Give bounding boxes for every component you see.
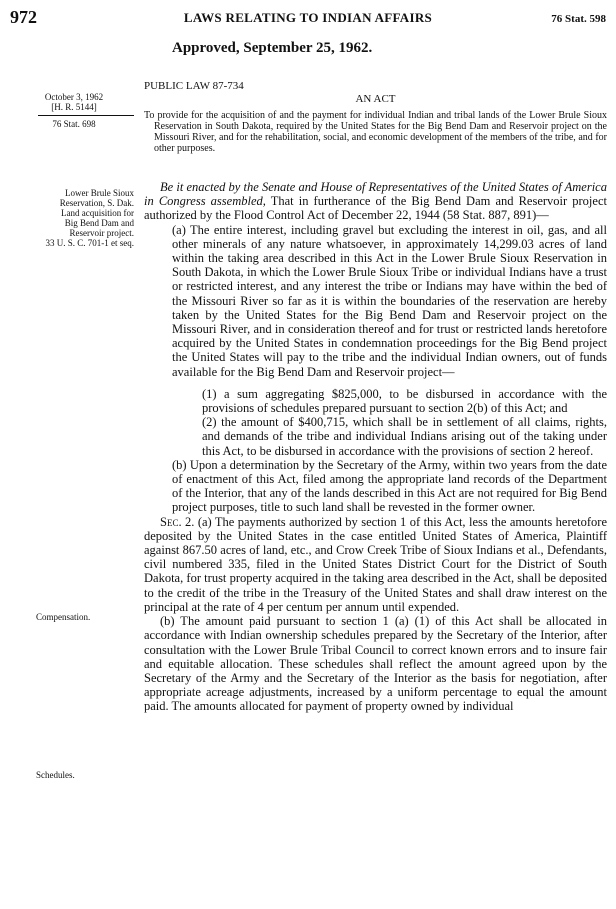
- margin-land-3: Reservoir project.: [69, 228, 134, 238]
- act-body: [144, 180, 607, 714]
- margin-usc: 33 U. S. C. 701-1 et seq.: [45, 238, 134, 248]
- margin-reservation-2: Reservation, S. Dak.: [59, 198, 134, 208]
- margin-stat: 76 Stat. 698: [52, 119, 96, 129]
- section2-para-b: (b) The amount paid pursuant to section 1 (a) (1) of this Act shall be allocated in accordance with Indian ownership schedules prepared by the Secretary of the Interior, after consultation with the Lower Brule Tribal Council to correct known errors and to insure fair and equitable allocation. These schedules shall reflect the amount agreed upon by the Secretary of the Army and the Secretary of the Interior as the basis for negotiation, after appropriate acreage adjustments, increased by a uniform percentage to equal the amount paid. The amounts allocated for payment of property owned by individual: [144, 614, 607, 714]
- margin-divider: [38, 115, 134, 116]
- section2-a-text: (a) The payments authorized by section 1 of this Act, less the amounts heretofore deposited by the United States in the case entitled United States of America, Plaintiff against 867.50 acres of land, etc., and Crow Creek Tribe of Sioux Indians et al., Defendants, civil numbered 335, filed in the United States District Court for the District of South Dakota, for trust property acquired in the taking area described in the Act, shall be deposited to the credit of the tribe in the Treasury of the United States and shall draw interest on the principal at the rate of 4 per centum per annum until expended.: [144, 514, 608, 614]
- margin-land-2: Big Bend Dam and: [64, 218, 134, 228]
- an-act-heading: AN ACT: [355, 93, 396, 105]
- margin-schedules: Schedules.: [36, 770, 75, 780]
- page-number: 972: [10, 7, 37, 27]
- margin-compensation: Compensation.: [36, 612, 91, 622]
- section1-para-b: (b) Upon a determination by the Secretary of the Army, within two years from the date of enactment of this Act, filed among the appropriate land records of the Department of the Interior, that any of the lands described in this Act are not required for Big Bend project purposes, title to such land shall be revested in the former owner.: [172, 457, 607, 515]
- act-purpose: [144, 110, 607, 154]
- enacting-rest: That in furtherance of the Big Bend Dam and Reservoir project authorized by the Flood Control Act of December 22, 1944 (58 Stat. 887, 891)—: [144, 194, 607, 223]
- margin-bill-info: [10, 92, 138, 129]
- section2-para-a: [144, 515, 607, 614]
- approval-date: Approved, September 25, 1962.: [172, 40, 373, 56]
- margin-reservation-1: Lower Brule Sioux: [65, 188, 134, 198]
- enacting-clause: [144, 180, 607, 223]
- public-law-number: PUBLIC LAW 87-734: [144, 80, 244, 92]
- section2-label: Sec. 2.: [160, 514, 195, 529]
- running-title: LAWS RELATING TO INDIAN AFFAIRS: [183, 10, 433, 25]
- enacting-italic: Be it enacted by the Senate and House of Representatives of the United States of America in Congress assembled,: [144, 180, 607, 209]
- section1-item-2: (2) the amount of $400,715, which shall be in settlement of all claims, rights, and demands of the tribe and individual Indians arising out of the taking under this Act, to be disbursed in accordance with the provisions of section 2 hereof.: [202, 415, 607, 458]
- margin-bill-number: [H. R. 5144]: [51, 102, 97, 112]
- section1-para-a: (a) The entire interest, including gravel but excluding the interest in oil, gas, and all other minerals of any nature whatsoever, in approximately 14,299.03 acres of land within the taking area described in this Act in the Lower Brule Sioux Reservation in South Dakota, in which the Lower Brule Sioux Tribe or individual Indians have a trust or restricted interest, and any interest the tribe or Indians may have within the bed of the Missouri River so far as it is within the boundaries of the reservation are hereby taken by the United States for the Big Bend Dam and Reservoir project on the Missouri River, and in consideration thereof and for trust or restricted lands heretofore acquired by the United States in condemnation proceedings for the Big Bend project the United States will pay to the tribe and the individual Indian owners, out of funds available for the Big Bend Dam and Reservoir project—: [172, 222, 607, 379]
- margin-reservation-note: [10, 188, 138, 248]
- section1-item-1: (1) a sum aggregating $825,000, to be disbursed in accordance with the provisions of schedules prepared pursuant to section 2(b) of this Act; and: [202, 386, 607, 416]
- margin-land-1: Land acquisition for: [61, 208, 134, 218]
- margin-date: October 3, 1962: [44, 92, 104, 102]
- stat-reference: 76 Stat. 598: [551, 13, 606, 25]
- purpose-text: To provide for the acquisition of and the payment for individual Indian and tribal lands of the Lower Brule Sioux Reservation in South Dakota, required by the United States for the Big Bend Dam and Reservoir project on the Missouri River, and for the rehabilitation, social, and economic development of the members of the tribe, and for other purposes.: [144, 110, 607, 154]
